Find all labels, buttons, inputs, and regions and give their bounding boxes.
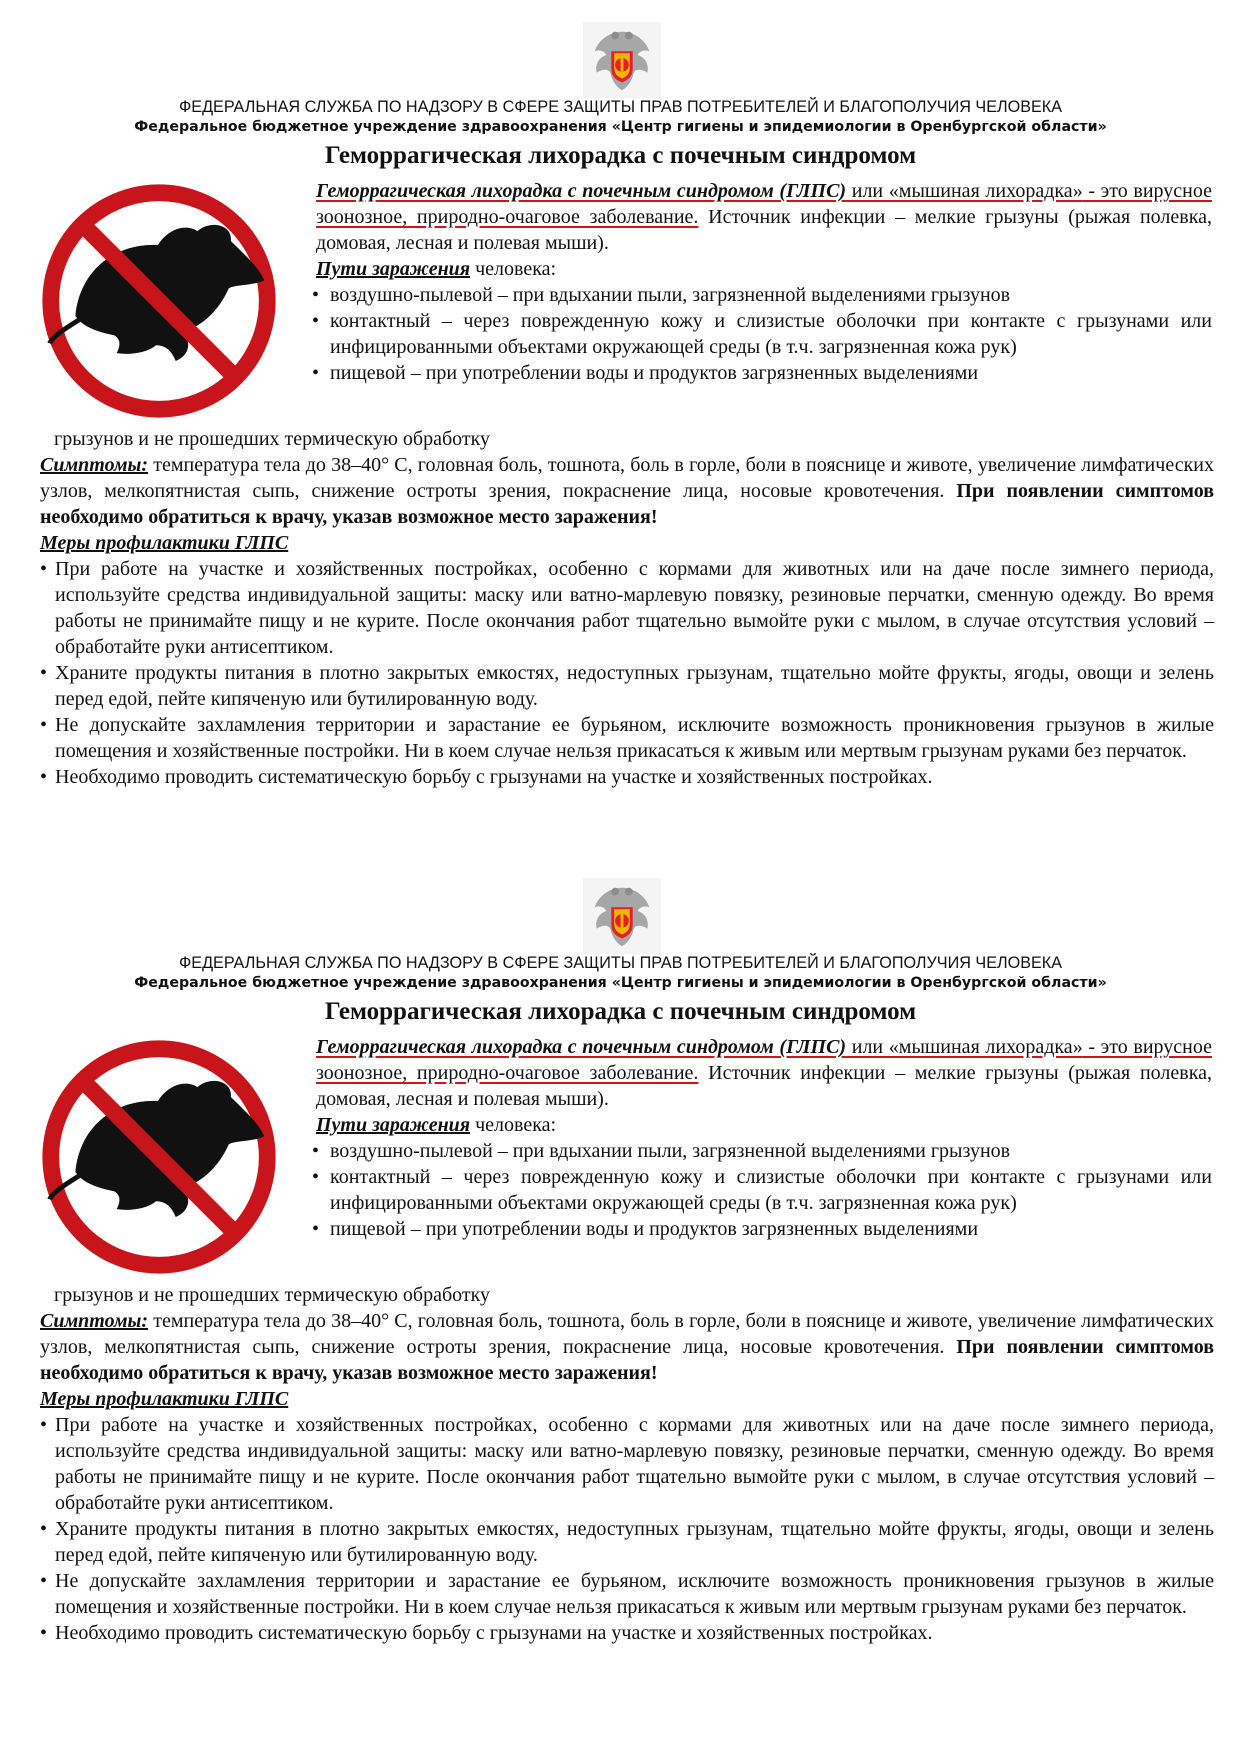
- routes-continuation: грызунов и не прошедших термическую обработку: [54, 428, 491, 450]
- disease-definition: - это вирусное зоонозное, природно-очаговое заболевание.: [316, 180, 1212, 228]
- no-rodents-sign-icon: [36, 178, 282, 424]
- list-item: • При работе на участке и хозяйственных постройках, особенно с кормами для животных или на даче после зимнего периода, используйте средства индивидуальной защиты: маску или ватно-марлевую повязку, резиновые перчатки, сменную одежду. Во время работы не принимайте пищу и не курите. После окончания работ тщательно вымойте руки с мылом, в случае отсутствия условий – обработайте руки антисептиком.: [40, 1412, 1214, 1516]
- routes-list: [316, 1138, 1212, 1242]
- intro-paragraph: [316, 1034, 1212, 1112]
- document-title: Геморрагическая лихорадка с почечным синдромом: [324, 998, 917, 1025]
- infection-source: Источник инфекции – мелкие грызуны (рыжая полевка, домовая, лесная и полевая мыши).: [316, 206, 1212, 254]
- leaflet-1: [0, 0, 1241, 850]
- doctor-warning: При появлении симптомов необходимо обратиться к врачу, указав возможное место заражения!: [40, 480, 1214, 528]
- intro-block: [316, 1034, 1212, 1242]
- list-item: • пищевой – при употреблении воды и продуктов загрязненных выделениями: [316, 360, 1212, 386]
- list-item: • контактный – через поврежденную кожу и слизистые оболочки при контакте с грызунами или инфицированными объектами окружающей среды (в т.ч. загрязненная кожа рук): [316, 1164, 1212, 1216]
- disease-alias: или «мышиная лихорадка»: [846, 180, 1083, 202]
- prevention-heading: Меры профилактики ГЛПС: [40, 532, 289, 554]
- list-item: • контактный – через поврежденную кожу и слизистые оболочки при контакте с грызунами или инфицированными объектами окружающей среды (в т.ч. загрязненная кожа рук): [316, 308, 1212, 360]
- list-item: • Храните продукты питания в плотно закрытых емкостях, недоступных грызунам, тщательно мойте фрукты, ягоды, овощи и зелень перед едой, пейте кипяченую или бутилированную воду.: [40, 1516, 1214, 1568]
- routes-heading: Пути заражения человека:: [316, 1114, 557, 1136]
- institution-name: Федеральное бюджетное учреждение здравоохранения «Центр гигиены и эпидемиологии в Оренбургской области»: [134, 119, 1107, 135]
- document-title: Геморрагическая лихорадка с почечным синдромом: [324, 142, 917, 169]
- doctor-warning: При появлении симптомов необходимо обратиться к врачу, указав возможное место заражения!: [40, 1336, 1214, 1384]
- routes-continuation: грызунов и не прошедших термическую обработку: [54, 1284, 491, 1306]
- disease-alias: или «мышиная лихорадка»: [846, 1036, 1083, 1058]
- symptoms-label: Симптомы:: [40, 454, 149, 476]
- leaflet-2: [0, 856, 1241, 1706]
- rospotrebnadzor-emblem-icon: [583, 878, 661, 954]
- institution-name: Федеральное бюджетное учреждение здравоохранения «Центр гигиены и эпидемиологии в Оренбургской области»: [134, 975, 1107, 991]
- intro-block: [316, 178, 1212, 386]
- routes-heading: Пути заражения человека:: [316, 258, 557, 280]
- list-item: • пищевой – при употреблении воды и продуктов загрязненных выделениями: [316, 1216, 1212, 1242]
- symptoms-label: Симптомы:: [40, 1310, 149, 1332]
- no-rodents-sign-icon: [36, 1034, 282, 1280]
- agency-name: ФЕДЕРАЛЬНАЯ СЛУЖБА ПО НАДЗОРУ В СФЕРЕ ЗАЩИТЫ ПРАВ ПОТРЕБИТЕЛЕЙ И БЛАГОПОЛУЧИЯ ЧЕЛОВЕКА: [178, 98, 1063, 116]
- agency-name: ФЕДЕРАЛЬНАЯ СЛУЖБА ПО НАДЗОРУ В СФЕРЕ ЗАЩИТЫ ПРАВ ПОТРЕБИТЕЛЕЙ И БЛАГОПОЛУЧИЯ ЧЕЛОВЕКА: [178, 954, 1063, 972]
- list-item: • Не допускайте захламления территории и зарастание ее бурьяном, исключите возможность проникновения грызунов в жилые помещения и хозяйственные постройки. Ни в коем случае нельзя прикасаться к живым или мертвым грызунам руками без перчаток.: [40, 1568, 1214, 1620]
- prevention-list: [40, 1412, 1214, 1646]
- intro-paragraph: [316, 178, 1212, 256]
- list-item: • При работе на участке и хозяйственных постройках, особенно с кормами для животных или на даче после зимнего периода, используйте средства индивидуальной защиты: маску или ватно-марлевую повязку, резиновые перчатки, сменную одежду. Во время работы не принимайте пищу и не курите. После окончания работ тщательно вымойте руки с мылом, в случае отсутствия условий – обработайте руки антисептиком.: [40, 556, 1214, 660]
- disease-term: Геморрагическая лихорадка с почечным синдромом (ГЛПС): [316, 1036, 847, 1058]
- list-item: • Необходимо проводить систематическую борьбу с грызунами на участке и хозяйственных постройках.: [40, 764, 1214, 790]
- list-item: • Храните продукты питания в плотно закрытых емкостях, недоступных грызунам, тщательно мойте фрукты, ягоды, овощи и зелень перед едой, пейте кипяченую или бутилированную воду.: [40, 660, 1214, 712]
- symptoms-paragraph: Симптомы: температура тела до 38–40° С, головная боль, тошнота, боль в горле, боли в пояснице и животе, увеличение лимфатических узлов, мелкопятнистая сыпь, снижение остроты зрения, покраснение лица, носовые кровотечения. При появлении симптомов необходимо обратиться к врачу, указав возможное место заражения!: [40, 1310, 1214, 1384]
- lower-block: [40, 452, 1214, 790]
- prevention-list: [40, 556, 1214, 790]
- disease-definition: - это вирусное зоонозное, природно-очаговое заболевание.: [316, 1036, 1212, 1084]
- prevention-heading: Меры профилактики ГЛПС: [40, 1388, 289, 1410]
- disease-term: Геморрагическая лихорадка с почечным синдромом (ГЛПС): [316, 180, 847, 202]
- rospotrebnadzor-emblem-icon: [583, 22, 661, 98]
- routes-list: [316, 282, 1212, 386]
- list-item: • воздушно-пылевой – при вдыхании пыли, загрязненной выделениями грызунов: [316, 1138, 1212, 1164]
- symptoms-paragraph: Симптомы: температура тела до 38–40° С, головная боль, тошнота, боль в горле, боли в пояснице и животе, увеличение лимфатических узлов, мелкопятнистая сыпь, снижение остроты зрения, покраснение лица, носовые кровотечения. При появлении симптомов необходимо обратиться к врачу, указав возможное место заражения!: [40, 454, 1214, 528]
- infection-source: Источник инфекции – мелкие грызуны (рыжая полевка, домовая, лесная и полевая мыши).: [316, 1062, 1212, 1110]
- lower-block: [40, 1308, 1214, 1646]
- list-item: • воздушно-пылевой – при вдыхании пыли, загрязненной выделениями грызунов: [316, 282, 1212, 308]
- list-item: • Необходимо проводить систематическую борьбу с грызунами на участке и хозяйственных постройках.: [40, 1620, 1214, 1646]
- list-item: • Не допускайте захламления территории и зарастание ее бурьяном, исключите возможность проникновения грызунов в жилые помещения и хозяйственные постройки. Ни в коем случае нельзя прикасаться к живым или мертвым грызунам руками без перчаток.: [40, 712, 1214, 764]
